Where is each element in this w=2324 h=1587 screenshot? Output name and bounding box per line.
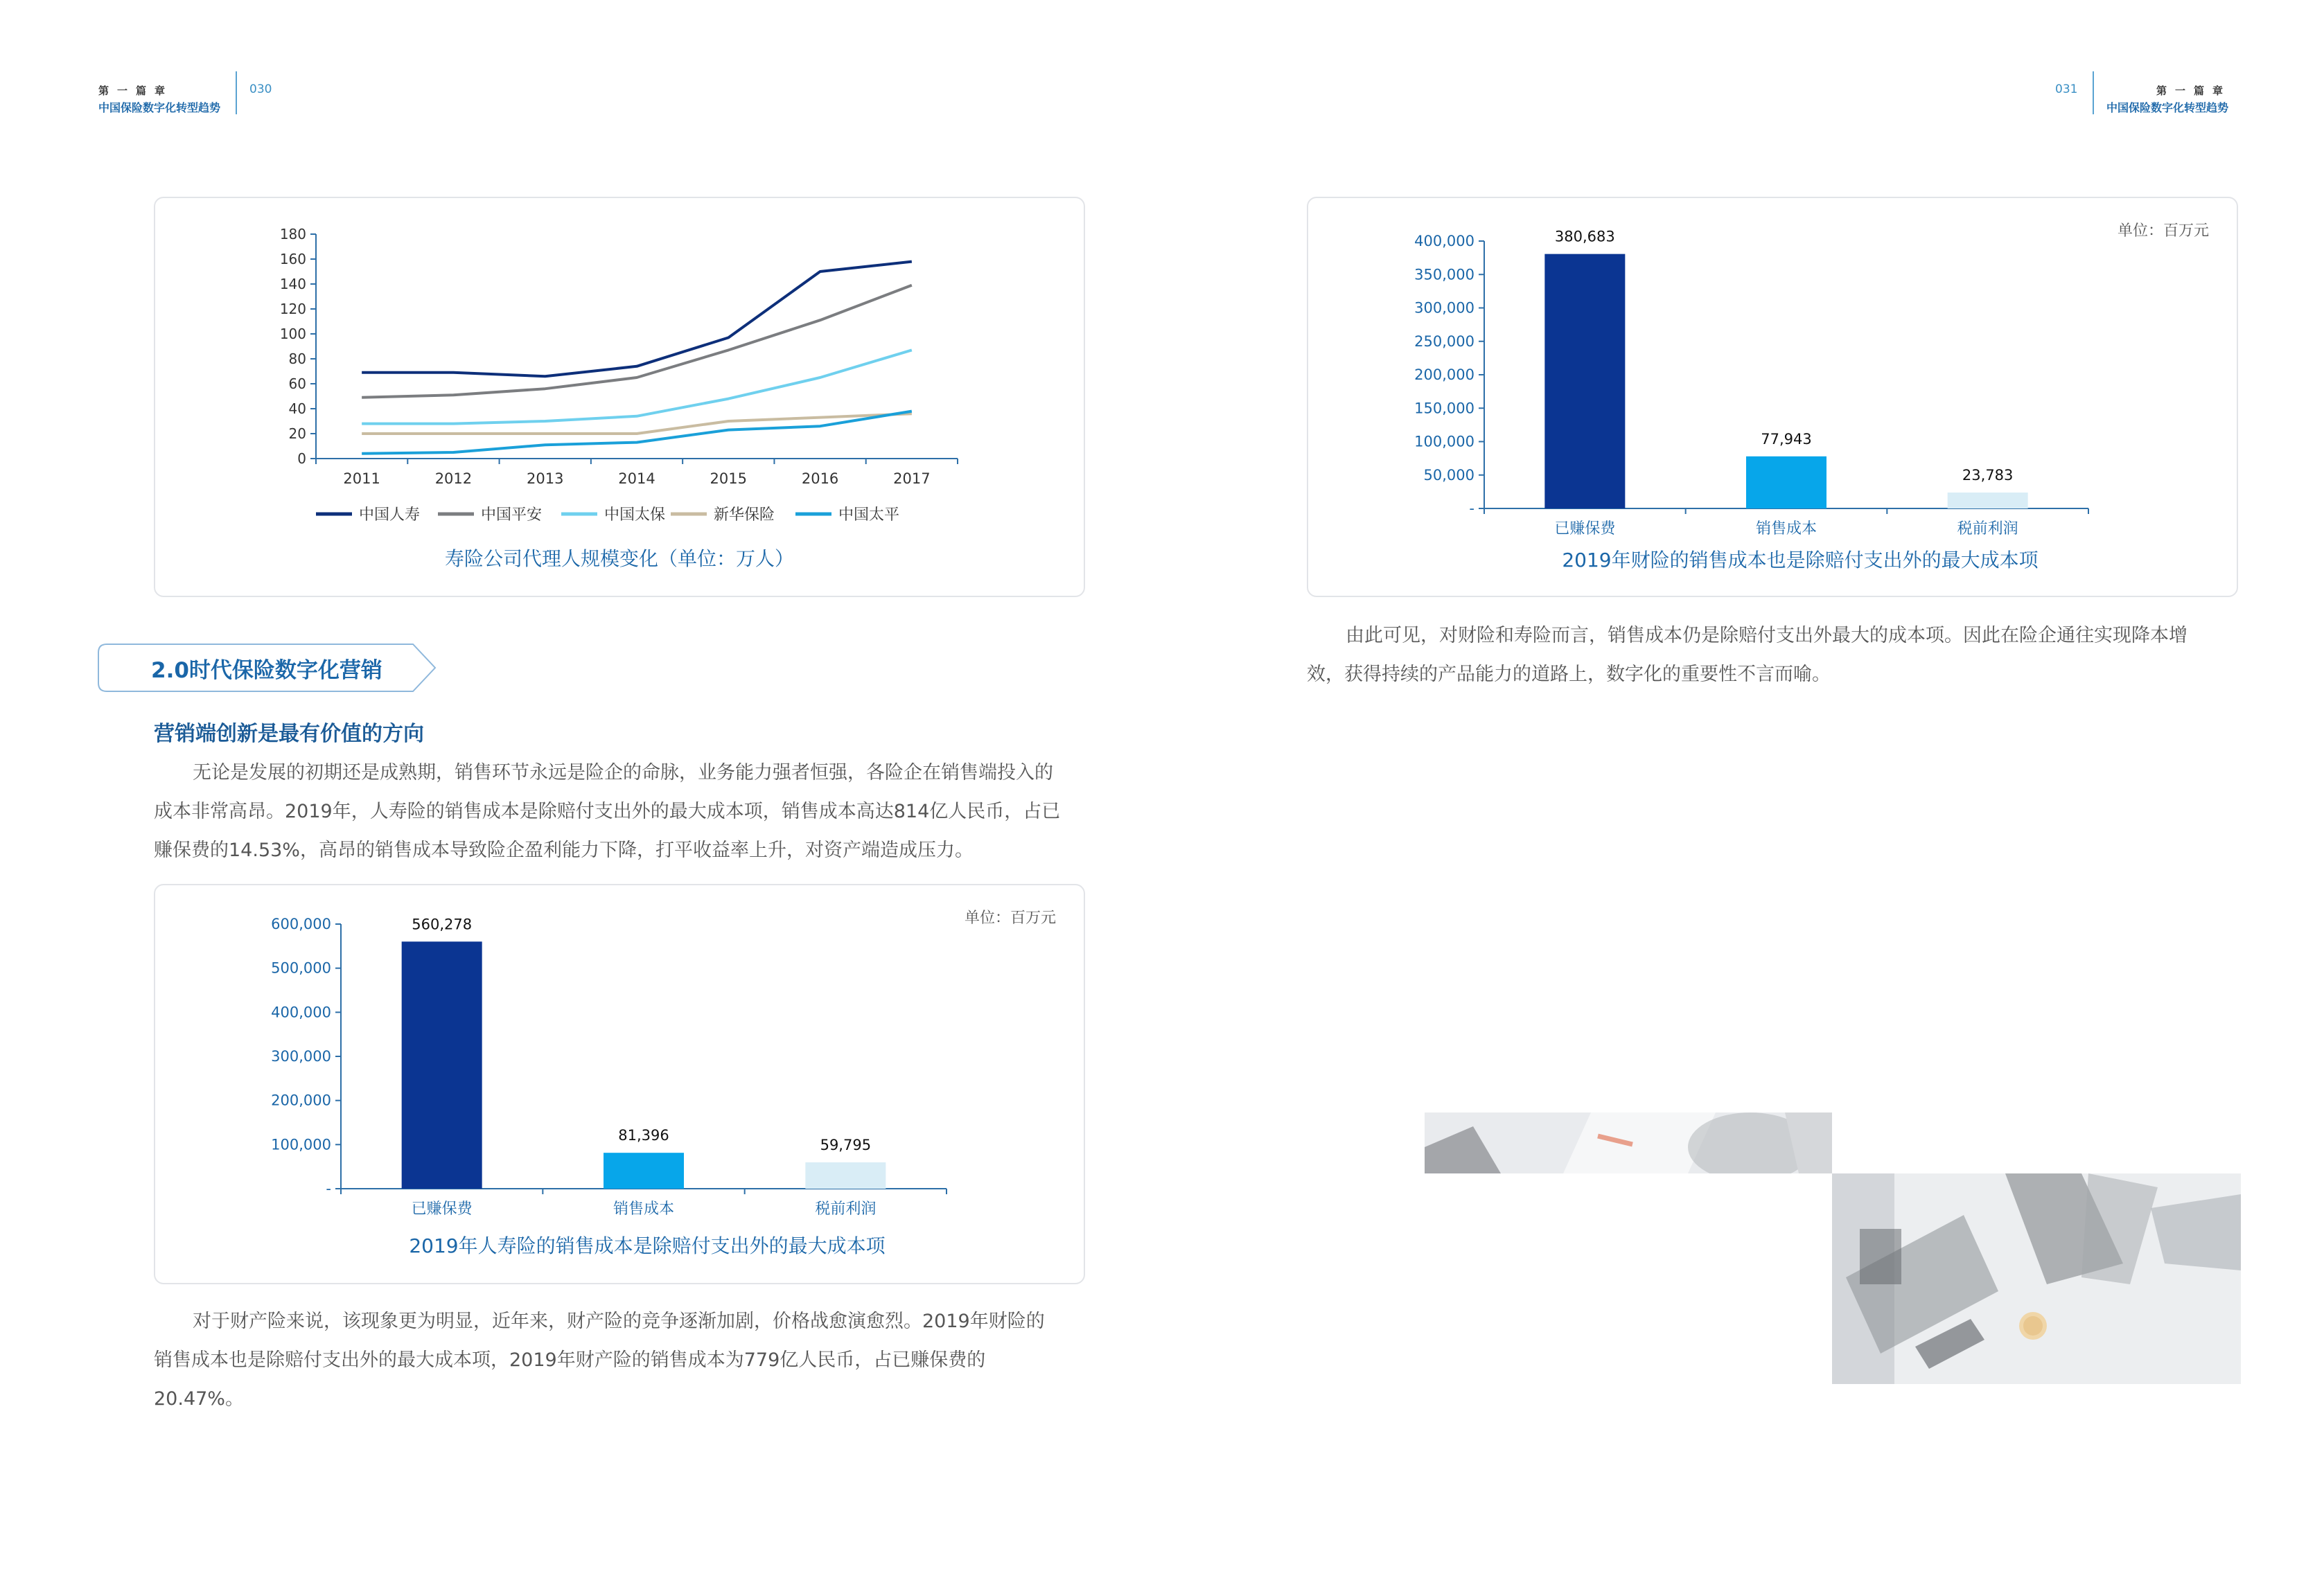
bar-value-label: 560,278 bbox=[412, 916, 473, 933]
paragraph-2-line: 对于财产险来说，该现象更为明显，近年来，财产险的竞争逐渐加剧，价格战愈演愈烈。2019年财险的 bbox=[193, 1311, 1045, 1332]
paragraph-2-line: 20.47%。 bbox=[154, 1388, 244, 1410]
y-tick-label: 300,000 bbox=[271, 1048, 331, 1065]
x-tick-label: 税前利润 bbox=[1957, 520, 2018, 538]
right-chapter-subtitle: 中国保险数字化转型趋势 bbox=[2106, 101, 2229, 114]
right-page-number: 031 bbox=[2055, 82, 2078, 96]
right-chapter-label: 第一篇章 bbox=[2156, 85, 2232, 97]
chart-title: 寿险公司代理人规模变化（单位：万人） bbox=[444, 547, 795, 570]
y-tick-label: 100,000 bbox=[1414, 433, 1474, 450]
bar-1 bbox=[402, 941, 482, 1189]
x-tick-label: 销售成本 bbox=[613, 1200, 675, 1218]
paragraph-3-line: 由此可见，对财险和寿险而言，销售成本仍是除赔付支出外最大的成本项。因此在险企通往实现降本增 bbox=[1346, 625, 2187, 646]
y-tick-label: 150,000 bbox=[1414, 400, 1474, 417]
series-line-2 bbox=[362, 285, 912, 398]
legend-label: 中国太平 bbox=[838, 506, 900, 524]
series-line-1 bbox=[362, 262, 912, 377]
y-tick-label: 100,000 bbox=[271, 1136, 331, 1153]
life-chart-card bbox=[154, 884, 1085, 1284]
left-header-divider bbox=[236, 71, 237, 114]
y-tick-label: 400,000 bbox=[1414, 233, 1474, 249]
bar-value-label: 77,943 bbox=[1761, 430, 1812, 447]
x-tick-label: 2011 bbox=[343, 470, 380, 487]
legend-label: 中国太保 bbox=[604, 506, 666, 524]
x-tick-label: 2014 bbox=[618, 470, 655, 487]
agents-line-chart bbox=[155, 198, 1084, 596]
y-tick-label: 350,000 bbox=[1414, 266, 1474, 283]
y-tick-label: 400,000 bbox=[271, 1004, 331, 1021]
paragraph-2 bbox=[154, 1302, 1082, 1419]
y-tick-label: 100 bbox=[279, 326, 306, 342]
bar-2 bbox=[1746, 456, 1826, 508]
y-tick-label: 50,000 bbox=[1423, 466, 1474, 484]
bar-value-label: 23,783 bbox=[1962, 467, 2014, 484]
x-tick-label: 税前利润 bbox=[815, 1200, 877, 1218]
legend-label: 中国平安 bbox=[481, 506, 543, 524]
paragraph-2-line: 销售成本也是除赔付支出外的最大成本项，2019年财产险的销售成本为779亿人民币，占已赚保费的 bbox=[154, 1349, 986, 1371]
bar-2 bbox=[604, 1153, 684, 1189]
paragraph-1 bbox=[154, 754, 1082, 870]
left-chapter-subtitle: 中国保险数字化转型趋势 bbox=[98, 101, 221, 114]
desk-photo-top bbox=[1425, 1112, 1832, 1173]
y-tick-label: 0 bbox=[297, 450, 306, 467]
agents-chart-card bbox=[154, 197, 1085, 597]
y-tick-label: 60 bbox=[288, 375, 306, 392]
chart-title: 2019年财险的销售成本也是除赔付支出外的最大成本项 bbox=[1562, 549, 2039, 571]
bar-3 bbox=[1948, 493, 2028, 508]
left-chapter-label: 第一篇章 bbox=[98, 85, 174, 97]
section-tab bbox=[97, 643, 437, 693]
x-tick-label: 2015 bbox=[710, 470, 748, 487]
y-tick-label: 180 bbox=[279, 226, 306, 242]
y-tick-label: 80 bbox=[288, 351, 306, 367]
legend-label: 新华保险 bbox=[714, 506, 775, 524]
section-tab-title: 2.0时代保险数字化营销 bbox=[151, 658, 382, 683]
life-bar-chart bbox=[155, 885, 1084, 1283]
property-bar-chart bbox=[1308, 198, 2237, 596]
y-tick-label: 250,000 bbox=[1414, 333, 1474, 350]
y-tick-label: 200,000 bbox=[271, 1092, 331, 1109]
right-header-divider bbox=[2093, 71, 2094, 114]
paragraph-3 bbox=[1307, 617, 2235, 694]
y-tick-label: 300,000 bbox=[1414, 299, 1474, 317]
x-tick-label: 2017 bbox=[893, 470, 931, 487]
bar-1 bbox=[1544, 254, 1625, 508]
y-tick-label: 40 bbox=[288, 400, 306, 417]
paragraph-1-line: 成本非常高昂。2019年，人寿险的销售成本是除赔付支出外的最大成本项，销售成本高达814亿人民币，占已 bbox=[154, 801, 1061, 822]
paragraph-1-line: 无论是发展的初期还是成熟期，销售环节永远是险企的命脉，业务能力强者恒强，各险企在销售端投入的 bbox=[193, 762, 1053, 783]
unit-label: 单位：百万元 bbox=[964, 910, 1056, 927]
desk-photo-bottom bbox=[1832, 1173, 2241, 1384]
section-subheading: 营销端创新是最有价值的方向 bbox=[154, 722, 424, 746]
paragraph-3-line: 效，获得持续的产品能力的道路上，数字化的重要性不言而喻。 bbox=[1307, 664, 1831, 685]
y-tick-label: 600,000 bbox=[271, 916, 331, 932]
y-tick-label: - bbox=[1469, 500, 1474, 517]
y-tick-label: 160 bbox=[279, 251, 306, 267]
unit-label: 单位：百万元 bbox=[2117, 222, 2209, 240]
property-chart-card bbox=[1307, 197, 2238, 597]
bar-value-label: 380,683 bbox=[1554, 228, 1615, 245]
legend-label: 中国人寿 bbox=[359, 506, 421, 524]
series-line-3 bbox=[362, 350, 912, 423]
y-tick-label: 500,000 bbox=[271, 959, 331, 977]
paragraph-1-line: 赚保费的14.53%，高昂的销售成本导致险企盈利能力下降，打平收益率上升，对资产端造成压力。 bbox=[154, 840, 974, 861]
desk-photo-bottom-image bbox=[1832, 1173, 2241, 1384]
bar-3 bbox=[805, 1162, 886, 1189]
x-tick-label: 已赚保费 bbox=[1554, 520, 1616, 538]
x-tick-label: 2016 bbox=[801, 470, 839, 487]
bar-value-label: 59,795 bbox=[820, 1136, 872, 1153]
x-tick-label: 销售成本 bbox=[1755, 520, 1817, 538]
y-tick-label: 120 bbox=[279, 301, 306, 317]
x-tick-label: 2012 bbox=[434, 470, 473, 487]
y-tick-label: 20 bbox=[288, 425, 306, 442]
chart-title: 2019年人寿险的销售成本是除赔付支出外的最大成本项 bbox=[409, 1234, 886, 1257]
y-tick-label: 200,000 bbox=[1414, 366, 1474, 383]
bar-value-label: 81,396 bbox=[618, 1127, 669, 1144]
x-tick-label: 2013 bbox=[526, 470, 564, 487]
left-page-number: 030 bbox=[249, 82, 272, 96]
desk-photo-top-image bbox=[1425, 1112, 1832, 1173]
x-tick-label: 已赚保费 bbox=[411, 1200, 473, 1218]
y-tick-label: 140 bbox=[279, 276, 306, 292]
y-tick-label: - bbox=[326, 1180, 331, 1197]
